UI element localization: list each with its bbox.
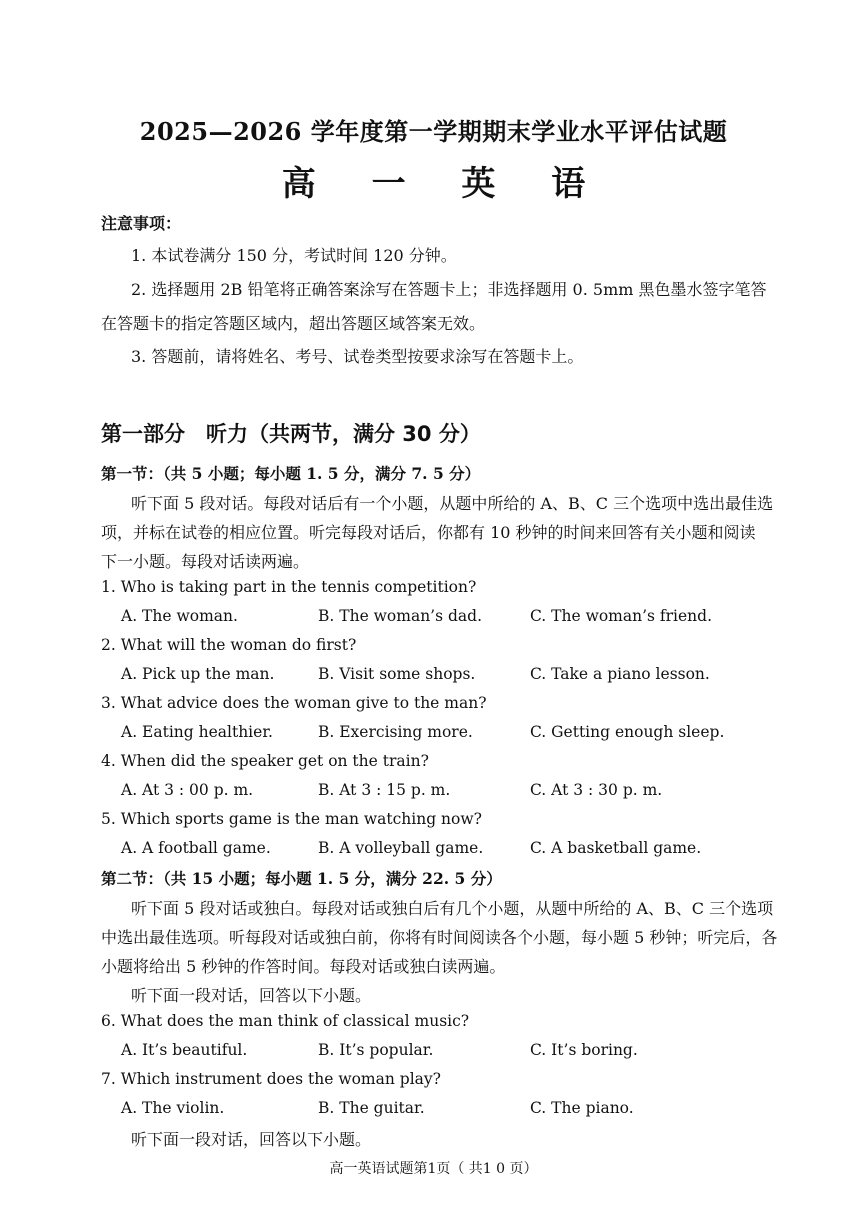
section2-instr-2: 中选出最佳选项。听每段对话或独白前，你将有时间阅读各个小题，每小题 5 秒钟；听完后，各: [101, 928, 778, 947]
question-3: 3. What advice does the woman give to the man?: [101, 694, 487, 712]
q6-option-a: A. It’s beautiful.: [121, 1041, 248, 1059]
dialogue-lead-2: 听下面一段对话，回答以下小题。: [131, 1130, 372, 1149]
exam-title: 2025—2026 学年度第一学期期末学业水平评估试题: [139, 117, 728, 146]
q1-option-b: B. The woman’s dad.: [318, 607, 483, 625]
part1-title: 第一部分 听力（共两节，满分 30 分）: [101, 422, 481, 446]
notes-heading: 注意事项：: [101, 214, 182, 233]
q3-option-b: B. Exercising more.: [318, 723, 473, 741]
question-2: 2. What will the woman do first?: [101, 636, 357, 654]
q4-option-c: C. At 3 : 30 p. m.: [530, 781, 663, 799]
note-2-cont: 在答题卡的指定答题区域内，超出答题区域答案无效。: [101, 314, 486, 333]
dialogue-lead-1: 听下面一段对话，回答以下小题。: [131, 986, 372, 1005]
question-6: 6. What does the man think of classical music?: [101, 1012, 470, 1030]
q3-option-a: A. Eating healthier.: [121, 723, 273, 741]
question-4: 4. When did the speaker get on the train?: [101, 752, 429, 770]
q5-option-c: C. A basketball game.: [530, 839, 702, 857]
q1-option-c: C. The woman’s friend.: [530, 607, 713, 625]
note-2: 2. 选择题用 2B 铅笔将正确答案涂写在答题卡上；非选择题用 0. 5mm 黑色墨水签字笔答: [131, 280, 767, 299]
subject-title: 高 一 英 语: [281, 164, 608, 204]
q5-option-b: B. A volleyball game.: [318, 839, 484, 857]
section2-instr-3: 小题将给出 5 秒钟的作答时间。每段对话或独白读两遍。: [101, 957, 506, 976]
q2-option-a: A. Pick up the man.: [121, 665, 275, 683]
section2-instr-1: 听下面 5 段对话或独白。每段对话或独白后有几个小题，从题中所给的 A、B、C 三个选项: [131, 899, 774, 918]
q5-option-a: A. A football game.: [121, 839, 271, 857]
q4-option-b: B. At 3 : 15 p. m.: [318, 781, 451, 799]
section1-instr-2: 项，并标在试卷的相应位置。听完每段对话后，你都有 10 秒钟的时间来回答有关小题和阅读: [101, 523, 756, 542]
section1-instr-1: 听下面 5 段对话。每段对话后有一个小题，从题中所给的 A、B、C 三个选项中选出最佳选: [131, 494, 774, 513]
q6-option-c: C. It’s boring.: [530, 1041, 638, 1059]
q2-option-c: C. Take a piano lesson.: [530, 665, 710, 683]
note-3: 3. 答题前，请将姓名、考号、试卷类型按要求涂写在答题卡上。: [131, 347, 584, 366]
section1-instr-3: 下一小题。每段对话读两遍。: [101, 552, 310, 571]
question-1: 1. Who is taking part in the tennis competition?: [101, 578, 477, 596]
question-5: 5. Which sports game is the man watching now?: [101, 810, 482, 828]
note-1: 1. 本试卷满分 150 分，考试时间 120 分钟。: [131, 246, 457, 265]
q7-option-a: A. The violin.: [121, 1099, 225, 1117]
q3-option-c: C. Getting enough sleep.: [530, 723, 725, 741]
section2-heading: 第二节：（共 15 小题；每小题 1. 5 分，满分 22. 5 分）: [101, 869, 502, 888]
q1-option-a: A. The woman.: [121, 607, 238, 625]
q4-option-a: A. At 3 : 00 p. m.: [121, 781, 254, 799]
page-footer: 高一英语试题第1页（ 共1 0 页）: [329, 1161, 538, 1177]
q7-option-c: C. The piano.: [530, 1099, 634, 1117]
question-7: 7. Which instrument does the woman play?: [101, 1070, 441, 1088]
section1-heading: 第一节：（共 5 小题；每小题 1. 5 分，满分 7. 5 分）: [101, 464, 481, 483]
q2-option-b: B. Visit some shops.: [318, 665, 476, 683]
q7-option-b: B. The guitar.: [318, 1099, 425, 1117]
q6-option-b: B. It’s popular.: [318, 1041, 434, 1059]
